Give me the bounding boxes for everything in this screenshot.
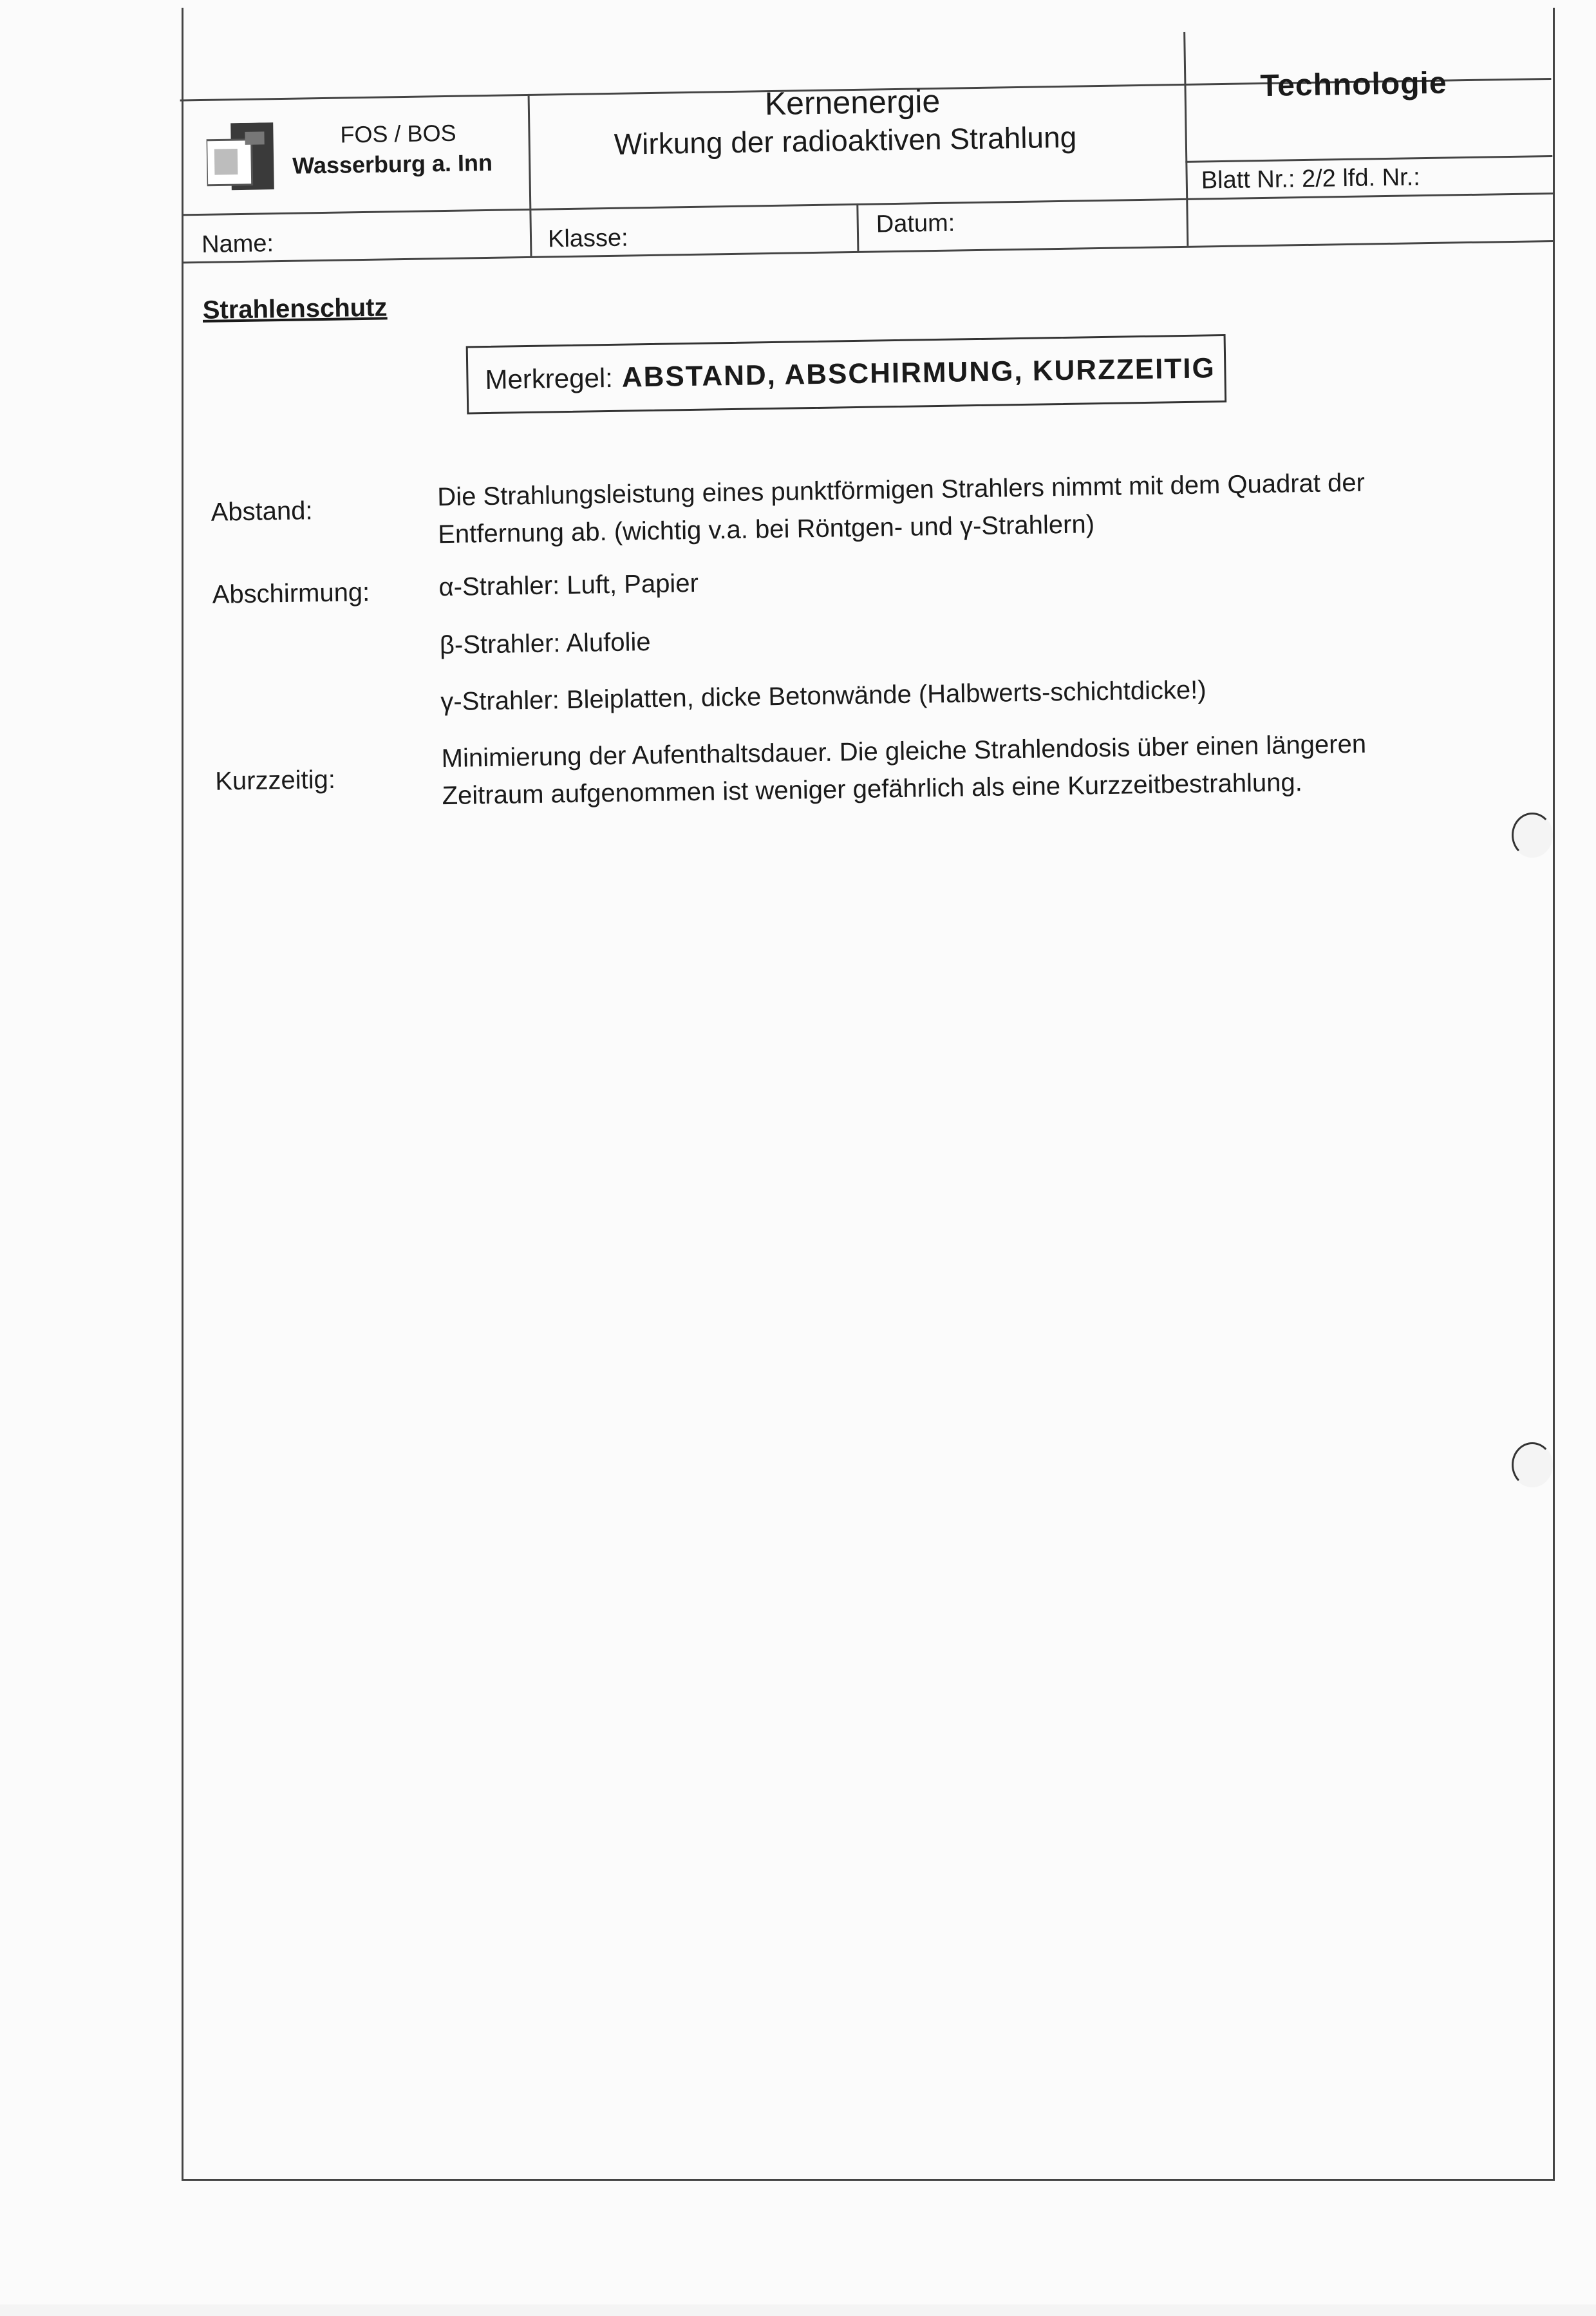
klasse-field-label: Klasse: (547, 224, 629, 253)
merkregel-box (466, 334, 1227, 415)
merkregel-text: ABSTAND, ABSCHIRMUNG, KURZZEITIG (621, 352, 1216, 393)
header-right-mid-line (1185, 155, 1552, 163)
name-field-label: Name: (201, 230, 274, 258)
kurzzeitig-label: Kurzzeitig: (214, 765, 336, 796)
datum-field-label: Datum: (876, 209, 955, 238)
beta-text: β-Strahler: Alufolie (439, 628, 651, 660)
blatt-nr: Blatt Nr.: 2/2 lfd. Nr.: (1201, 164, 1421, 194)
header-mid-line (182, 198, 1186, 216)
header-divider (856, 203, 859, 251)
subject-label: Technologie (1260, 66, 1447, 104)
kurzzeitig-text-line2: Zeitraum aufgenommen ist weniger gefährlich als eine Kurzzeitbestrahlung. (442, 768, 1303, 811)
section-heading: Strahlenschutz (202, 293, 388, 325)
header-divider (1183, 32, 1188, 246)
header-divider (528, 94, 532, 256)
merkregel-label: Merkregel: (485, 362, 614, 395)
school-name-line2: Wasserburg a. Inn (292, 149, 493, 179)
abstand-text-line1: Die Strahlungsleistung eines punktförmigen Strahlers nimmt mit dem Quadrat der (437, 468, 1366, 512)
gamma-text: γ-Strahler: Bleiplatten, dicke Betonwände (Halbwerts-schichtdicke!) (440, 675, 1206, 717)
alpha-text: α-Strahler: Luft, Papier (438, 569, 699, 602)
abschirmung-label: Abschirmung: (212, 578, 370, 609)
abstand-text-line2: Entfernung ab. (wichtig v.a. bei Röntgen- und γ-Strahlern) (437, 510, 1095, 549)
header-bottom-line (183, 240, 1554, 263)
worksheet-subtitle: Wirkung der radioaktiven Strahlung (614, 120, 1077, 161)
abstand-label: Abstand: (211, 496, 313, 527)
school-logo (206, 122, 279, 196)
worksheet-title: Kernenergie (764, 82, 941, 122)
school-name-line1: FOS / BOS (340, 119, 456, 148)
kurzzeitig-text-line1: Minimierung der Aufenthaltsdauer. Die gleiche Strahlendosis über einen längeren (441, 730, 1367, 773)
